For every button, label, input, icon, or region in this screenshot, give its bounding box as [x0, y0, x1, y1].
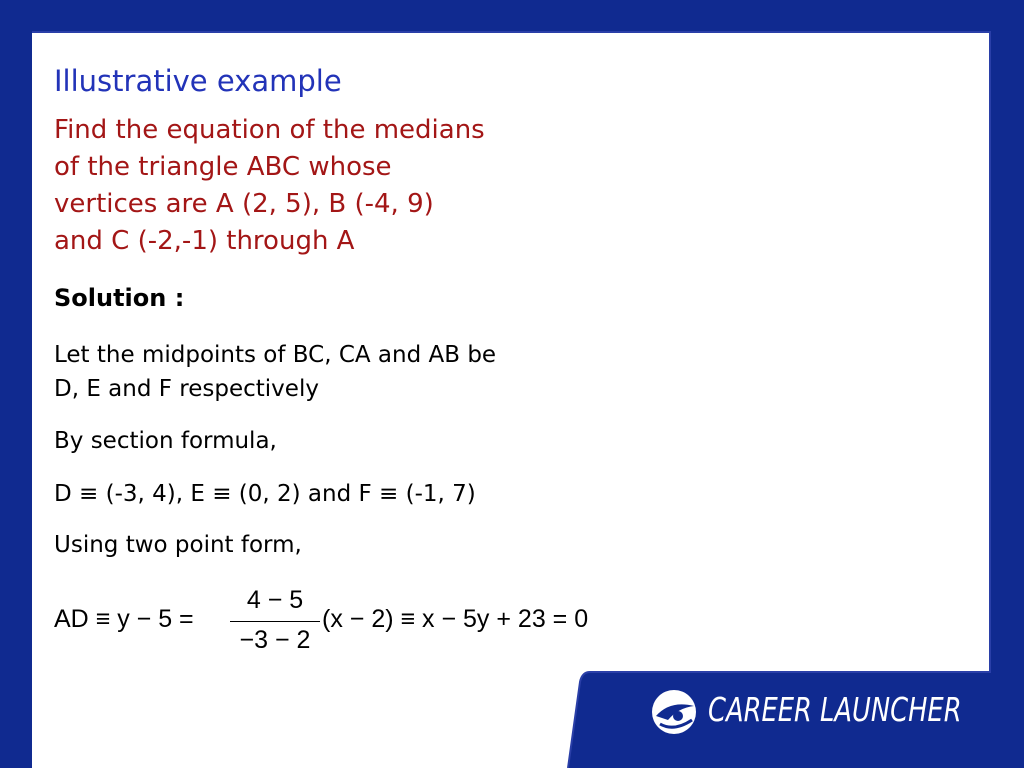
- problem-line: of the triangle ABC whose: [54, 152, 392, 182]
- problem-line: vertices are A (2, 5), B (-4, 9): [54, 189, 434, 219]
- equation-rhs: (x − 2) ≡ x − 5y + 23 = 0: [322, 605, 589, 633]
- two-point-form-text: Using two point form,: [54, 532, 302, 558]
- brand-name: CAREER LAUNCHER: [708, 690, 962, 729]
- fraction-denominator: −3 − 2: [239, 626, 311, 654]
- problem-line: and C (-2,-1) through A: [54, 226, 355, 256]
- section-formula-text: By section formula,: [54, 428, 277, 454]
- fraction-numerator: 4 − 5: [246, 586, 304, 614]
- solution-label: Solution :: [54, 284, 185, 312]
- fraction-bar: [230, 621, 320, 622]
- equation-lhs: AD ≡ y − 5 =: [54, 605, 194, 633]
- midpoints-text-line2: D, E and F respectively: [54, 376, 319, 402]
- career-launcher-logo-icon: [648, 686, 702, 738]
- midpoint-values-text: D ≡ (-3, 4), E ≡ (0, 2) and F ≡ (-1, 7): [54, 481, 476, 507]
- slide-heading: Illustrative example: [54, 64, 342, 98]
- problem-line: Find the equation of the medians: [54, 115, 485, 145]
- midpoints-text-line1: Let the midpoints of BC, CA and AB be: [54, 342, 497, 368]
- problem-statement: [54, 112, 614, 260]
